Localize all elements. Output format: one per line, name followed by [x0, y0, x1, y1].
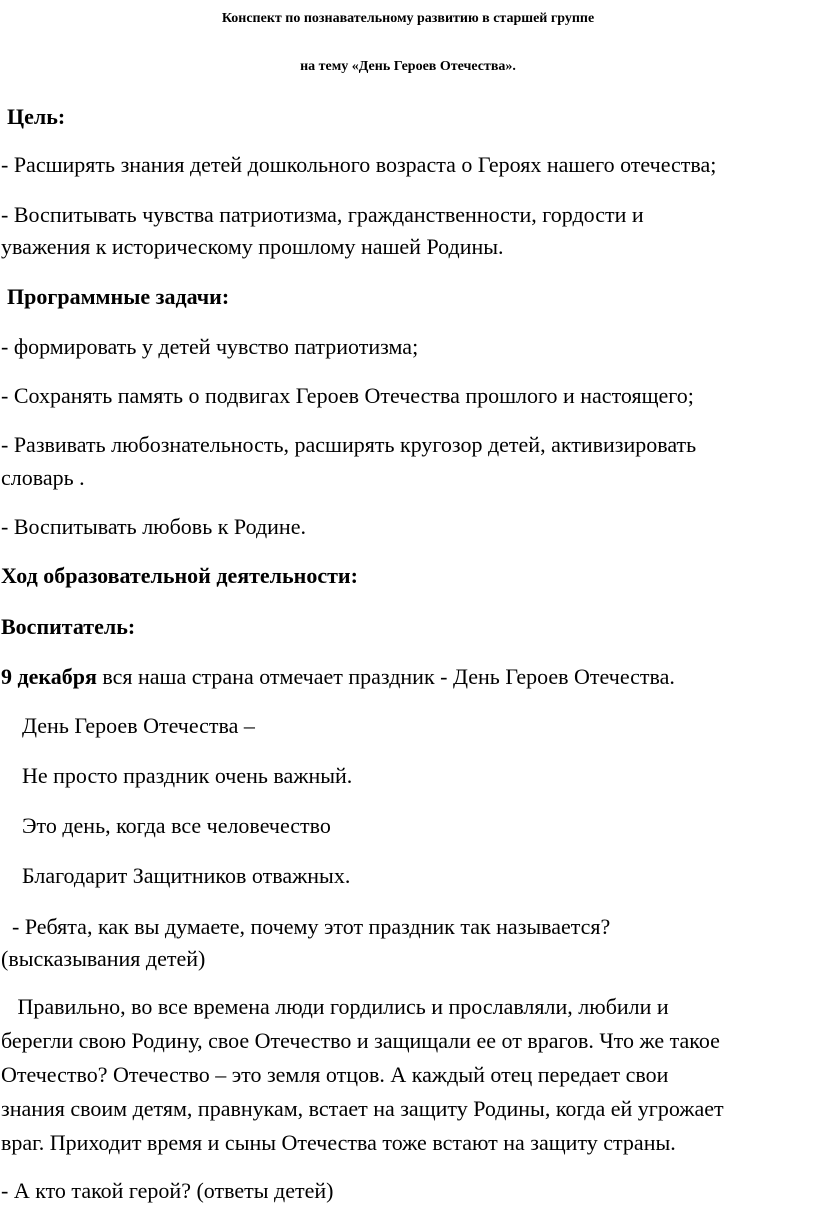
poem-line-2: Не просто праздник очень важный.: [22, 763, 353, 788]
question-line-1: - Ребята, как вы думаете, почему этот праздник так называется?: [1, 914, 611, 939]
paragraph-line-5: враг. Приходит время и сыны Отечества тоже встают на защиту страны.: [1, 1130, 676, 1155]
last-question: - А кто такой герой? (ответы детей): [1, 1178, 334, 1203]
task-item-1: - формировать у детей чувство патриотизма;: [1, 334, 419, 359]
date-line: [1, 660, 675, 694]
paragraph-line-1: Правильно, во все времена люди гордились и прославляли, любили и: [1, 994, 669, 1019]
activity-heading: Ход образовательной деятельности:: [1, 563, 358, 588]
task-item-3-cont: словарь .: [1, 465, 85, 490]
poem-line-3: Это день, когда все человечество: [22, 813, 331, 838]
task-item-3: - Развивать любознательность, расширять кругозор детей, активизировать: [1, 432, 697, 457]
date-rest: вся наша страна отмечает праздник - День Героев Отечества.: [96, 664, 675, 689]
teacher-heading: Воспитатель:: [1, 614, 136, 639]
title-line-1: Конспект по познавательному развитию в старшей группе: [221, 11, 595, 26]
goal-item-2: - Воспитывать чувства патриотизма, гражданственности, гордости и: [1, 202, 644, 227]
tasks-heading: Программные задачи:: [7, 284, 230, 309]
task-item-2: - Сохранять память о подвигах Героев Отечества прошлого и настоящего;: [1, 383, 694, 408]
paragraph-line-2: берегли свою Родину, свое Отечество и защищали ее от врагов. Что же такое: [1, 1028, 720, 1053]
goal-item-1: - Расширять знания детей дошкольного возраста о Героях нашего отечества;: [1, 152, 717, 177]
task-item-4: - Воспитывать любовь к Родине.: [1, 514, 306, 539]
goal-item-2-cont: уважения к историческому прошлому нашей Родины.: [1, 234, 504, 259]
paragraph-line-4: знания своим детям, правнукам, встает на защиту Родины, когда ей угрожает: [1, 1096, 724, 1121]
paragraph-line-3: Отечество? Отечество – это земля отцов. А каждый отец передает свои: [1, 1062, 669, 1087]
poem-line-1: День Героев Отечества –: [22, 713, 255, 738]
title-line-2: на тему «День Героев Отечества».: [300, 59, 516, 74]
date-bold: 9 декабря: [1, 664, 97, 689]
question-line-2: (высказывания детей): [1, 946, 206, 971]
goal-heading: Цель:: [7, 104, 66, 129]
poem-line-4: Благодарит Защитников отважных.: [22, 863, 351, 888]
